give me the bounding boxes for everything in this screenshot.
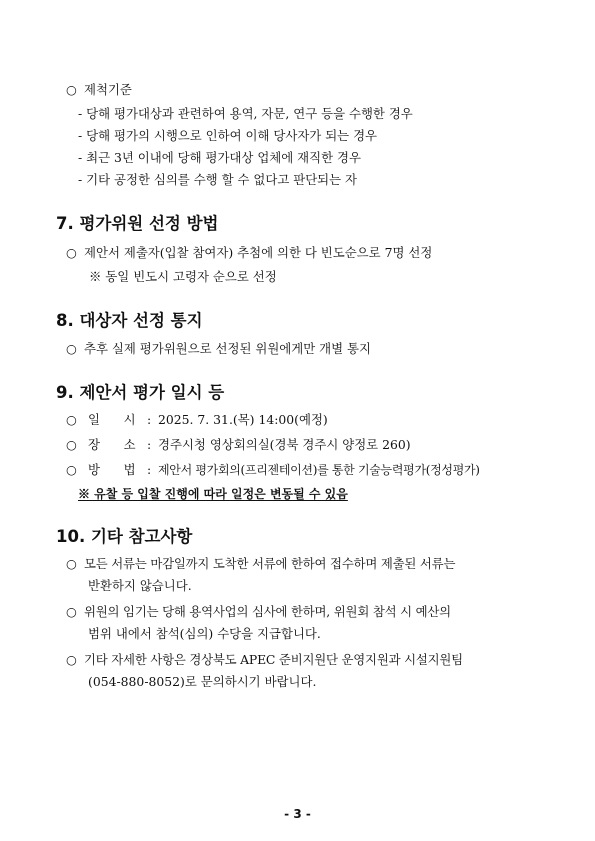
schedule-date-bullet: ○ [66,412,77,427]
section8-line: 추후 실제 평가위원으로 선정된 위원에게만 개별 통지 [84,341,371,356]
section8-bullet: ○ [66,341,77,356]
criteria-item: - 당해 평가대상과 관련하여 용역, 자문, 연구 등을 수행한 경우 [78,106,413,121]
section8-heading: 8. 대상자 선정 통지 [56,311,203,330]
criteria-item: - 당해 평가의 시행으로 인하여 이해 당사자가 되는 경우 [78,128,378,143]
note-contact-line1: 기타 자세한 사항은 경상북도 APEC 준비지원단 운영지원과 시설지원팀 [84,652,463,667]
note-term-line1: 위원의 임기는 당해 용역사업의 심사에 한하며, 위원회 참석 시 예산의 [84,604,451,619]
section7-heading: 7. 평가위원 선정 방법 [56,214,219,233]
schedule-method-value: 제안서 평가회의(프리젠테이션)를 통한 기술능력평가(정성평가) [158,463,480,477]
note-term-line2: 범위 내에서 참석(심의) 수당을 지급합니다. [88,626,321,641]
schedule-method-sep: : [147,462,152,477]
schedule-change-notice: ※ 유찰 등 입찰 진행에 따라 일정은 변동될 수 있음 [78,487,348,501]
schedule-date-label: 일 시 [88,412,136,427]
section9-heading: 9. 제안서 평가 일시 등 [56,383,225,402]
schedule-date-sep: : [147,412,152,427]
criteria-title: 제척기준 [84,82,132,97]
criteria-item: - 최근 3년 이내에 당해 평가대상 업체에 재직한 경우 [78,150,361,165]
page-number: - 3 - [284,807,311,821]
section7-note: ※ 동일 빈도시 고령자 순으로 선정 [89,269,277,284]
schedule-place-sep: : [147,437,152,452]
criteria-item: - 기타 공정한 심의를 수행 할 수 없다고 판단되는 자 [78,172,358,187]
schedule-place-bullet: ○ [66,437,77,452]
note-documents-bullet: ○ [66,556,77,571]
schedule-method-label: 방 법 [88,462,136,477]
schedule-place-label: 장 소 [88,437,136,452]
criteria-bullet: ○ [66,82,77,97]
schedule-method-bullet: ○ [66,462,77,477]
note-documents-line2: 반환하지 않습니다. [88,578,192,593]
schedule-date-value: 2025. 7. 31.(목) 14:00(예정) [158,412,328,427]
schedule-place-value: 경주시청 영상회의실(경북 경주시 양정로 260) [158,437,411,452]
note-contact-bullet: ○ [66,652,77,667]
section7-bullet: ○ [66,245,77,260]
note-contact-line2: (054-880-8052)로 문의하시기 바랍니다. [88,674,317,689]
section7-line: 제안서 제출자(입찰 참여자) 추첨에 의한 다 빈도순으로 7명 선정 [84,245,433,260]
note-documents-line1: 모든 서류는 마감일까지 도착한 서류에 한하여 접수하며 제출된 서류는 [84,556,456,571]
note-term-bullet: ○ [66,604,77,619]
section10-heading: 10. 기타 참고사항 [56,527,193,546]
